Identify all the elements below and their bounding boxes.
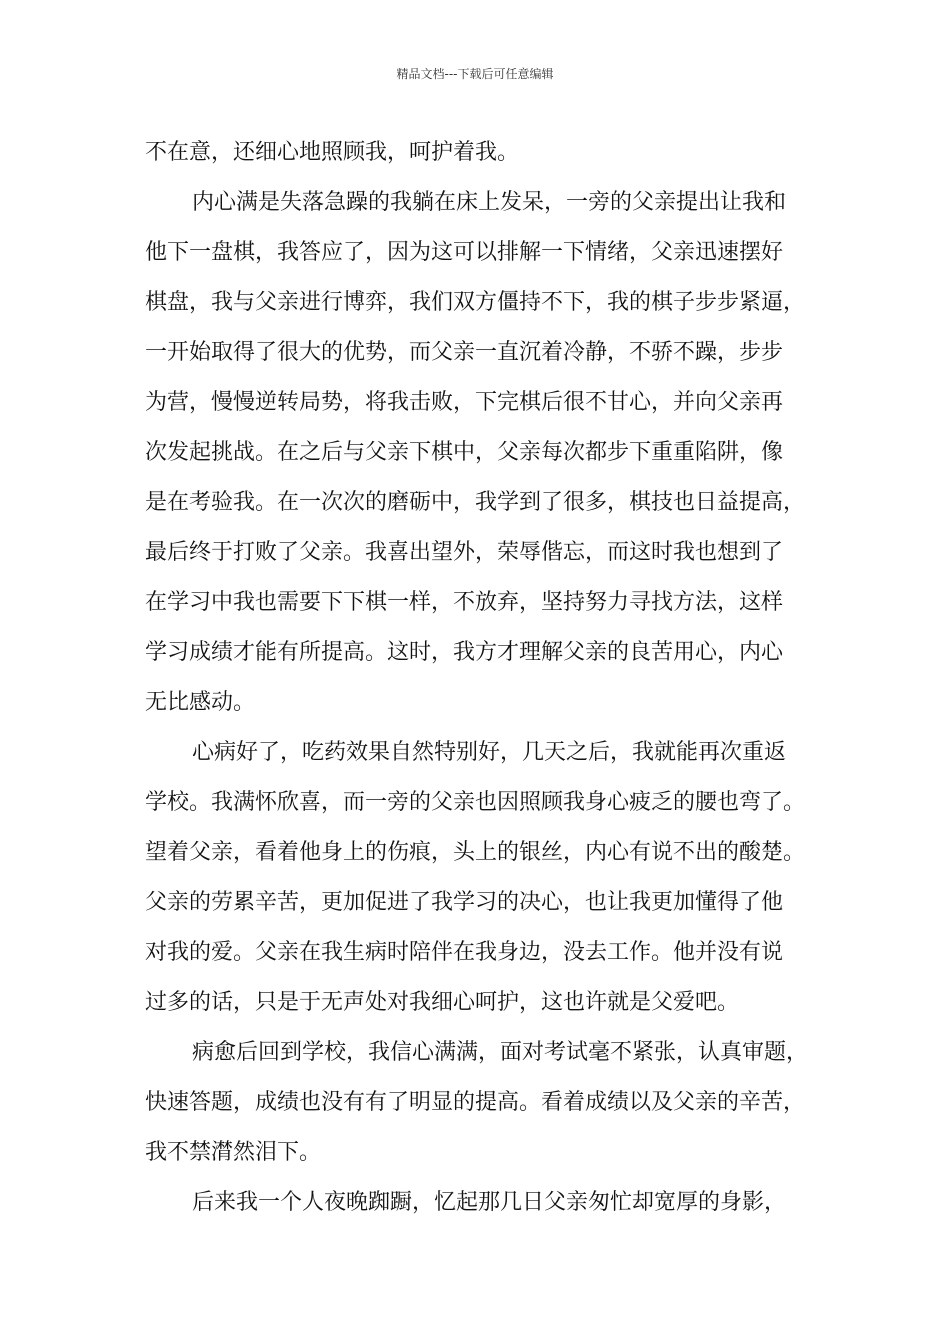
text-line: 无比感动。	[145, 690, 256, 715]
text-line: 在学习中我也需要下下棋一样，不放弃，坚持努力寻找方法，这样	[145, 590, 784, 615]
text-line: 望着父亲，看着他身上的伤痕，头上的银丝，内心有说不出的酸楚。	[145, 840, 806, 865]
page-header: 精品文档---下载后可任意编辑	[396, 67, 554, 81]
text-line: 过多的话，只是于无声处对我细心呵护，这也许就是父爱吧。	[145, 990, 740, 1015]
text-line: 他下一盘棋，我答应了，因为这可以排解一下情绪，父亲迅速摆好	[145, 240, 784, 265]
text-line: 对我的爱。父亲在我生病时陪伴在我身边，没去工作。他并没有说	[145, 940, 784, 965]
text-line: 父亲的劳累辛苦，更加促进了我学习的决心，也让我更加懂得了他	[145, 890, 784, 915]
text-line: 棋盘，我与父亲进行博弈，我们双方僵持不下，我的棋子步步紧逼，	[145, 290, 806, 315]
text-line: 快速答题，成绩也没有有了明显的提高。看着成绩以及父亲的辛苦，	[145, 1090, 806, 1115]
text-line: 一开始取得了很大的优势，而父亲一直沉着冷静，不骄不躁，步步	[145, 340, 784, 365]
text-line: 为营，慢慢逆转局势，将我击败，下完棋后很不甘心，并向父亲再	[145, 390, 784, 415]
text-line: 不在意，还细心地照顾我，呵护着我。	[145, 140, 520, 165]
text-line: 次发起挑战。在之后与父亲下棋中，父亲每次都步下重重陷阱，像	[145, 440, 784, 465]
paragraph-first-line: 病愈后回到学校，我信心满满，面对考试毫不紧张，认真审题，	[192, 1040, 809, 1065]
text-line: 最后终于打败了父亲。我喜出望外，荣辱偕忘，而这时我也想到了	[145, 540, 784, 565]
text-line: 是在考验我。在一次次的磨砺中，我学到了很多，棋技也日益提高，	[145, 490, 806, 515]
document-body	[145, 128, 825, 1228]
text-line: 学习成绩才能有所提高。这时，我方才理解父亲的良苦用心，内心	[145, 640, 784, 665]
text-line: 我不禁潸然泪下。	[145, 1140, 322, 1165]
paragraph-first-line: 心病好了，吃药效果自然特别好，几天之后，我就能再次重返	[192, 740, 787, 765]
paragraph-first-line: 内心满是失落急躁的我躺在床上发呆，一旁的父亲提出让我和	[192, 190, 787, 215]
text-line: 学校。我满怀欣喜，而一旁的父亲也因照顾我身心疲乏的腰也弯了。	[145, 790, 806, 815]
paragraph-first-line: 后来我一个人夜晚踟蹰，忆起那几日父亲匆忙却宽厚的身影，	[192, 1190, 787, 1215]
